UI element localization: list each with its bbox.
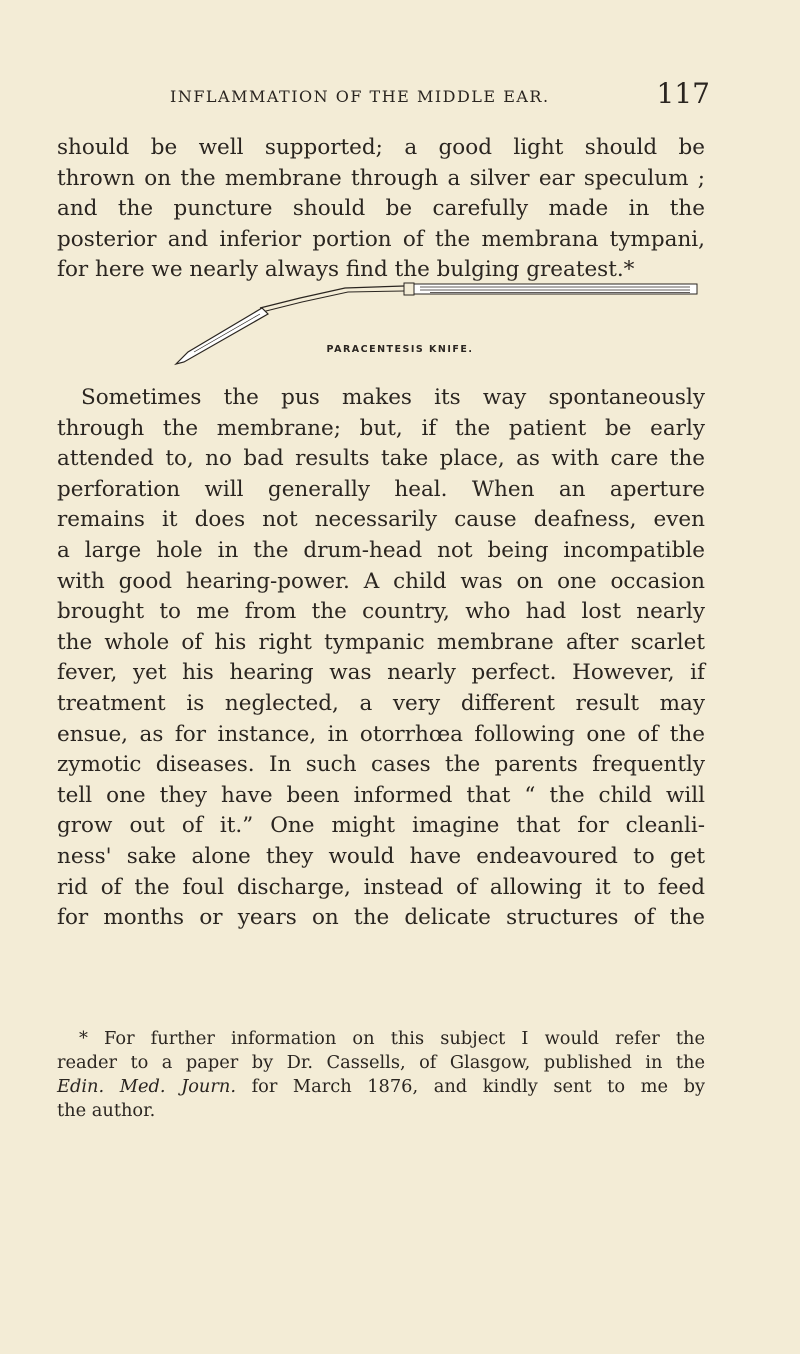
running-title: INFLAMMATION OF THE MIDDLE EAR. (170, 87, 550, 106)
text-line: ness' sake alone they would have endeavoured to get (57, 843, 705, 869)
text-line: remains it does not necessarily cause deafness, even (57, 507, 705, 533)
text-line: attended to, no bad results take place, as with care the (57, 446, 705, 472)
footnote-line: reader to a paper by Dr. Cassells, of Glasgow, published in the (57, 1052, 705, 1073)
figure-caption: PARACENTESIS KNIFE. (326, 344, 474, 355)
text-line: grow out of it.” One might imagine that for cleanli- (57, 813, 705, 839)
footnote-line: the author. (57, 1100, 156, 1121)
journal-title: Edin. Med. Journ. (57, 1076, 236, 1097)
text-line: through the membrane; but, if the patient be early (57, 415, 705, 441)
text-line: the whole of his right tympanic membrane after scarlet (57, 629, 705, 655)
paragraph-1 (57, 133, 705, 286)
text-line: treatment is neglected, a very different result may (57, 690, 705, 716)
paragraph-2 (57, 383, 705, 934)
text-line: perforation will generally heal. When an aperture (57, 476, 705, 502)
footnote-line (57, 1075, 705, 1099)
text-line: zymotic diseases. In such cases the parents frequently (57, 752, 705, 778)
page-header (170, 76, 710, 110)
text-line: rid of the foul discharge, instead of allowing it to feed (57, 874, 705, 900)
text-line: with good hearing-power. A child was on one occasion (57, 568, 705, 594)
text-line: Sometimes the pus makes its way spontaneously (81, 385, 705, 410)
page-number: 117 (656, 77, 710, 110)
text-line: brought to me from the country, who had lost nearly (57, 599, 705, 625)
text-line: for here we nearly always find the bulging greatest.* (57, 257, 635, 283)
text-line: for months or years on the delicate structures of the (57, 905, 705, 931)
text-line: a large hole in the drum-head not being incompatible (57, 537, 705, 563)
text-line: should be well supported; a good light should be (57, 135, 705, 160)
text-line: ensue, as for instance, in otorrhœa following one of the (57, 721, 705, 747)
text-line: fever, yet his hearing was nearly perfect. However, if (57, 660, 705, 686)
footnote-line: * For further information on this subject I would refer the (79, 1028, 705, 1049)
text-line: and the puncture should be carefully made in the (57, 196, 705, 222)
text-line: posterior and inferior portion of the membrana tympani, (57, 226, 705, 252)
footnote-line-rest: for March 1876, and kindly sent to me by (235, 1076, 705, 1097)
text-line: tell one they have been informed that “ the child will (57, 782, 705, 808)
text-line: thrown on the membrane through a silver ear speculum ; (57, 165, 705, 191)
footnote (57, 1027, 705, 1123)
